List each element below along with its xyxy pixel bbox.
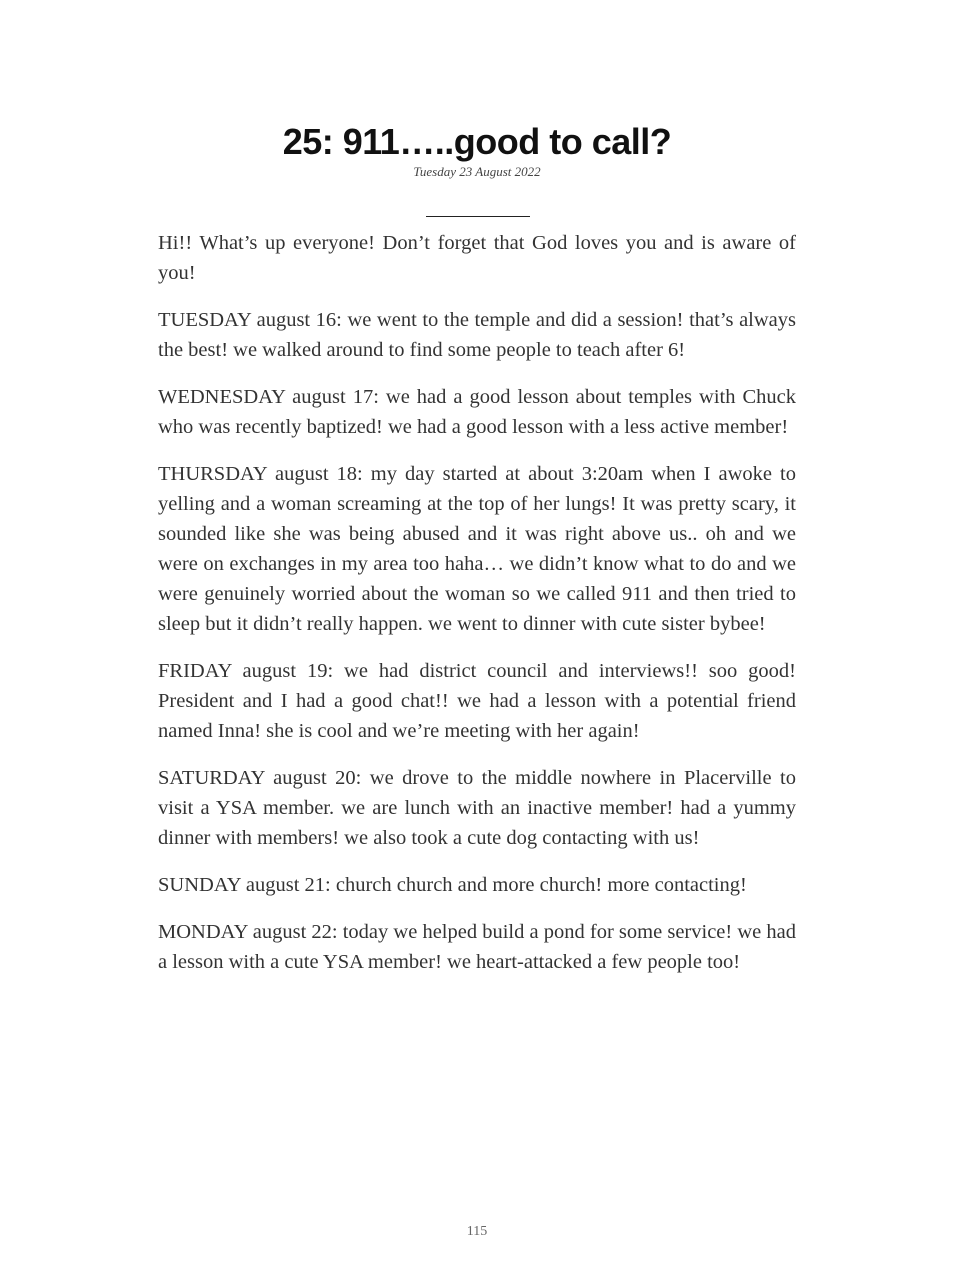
paragraph-monday: MONDAY august 22: today we helped build a pond for some service! we had a lesson with a cute YSA member! we heart-attacked a few people too!	[158, 921, 796, 973]
title-divider	[426, 216, 530, 217]
paragraph-tuesday: TUESDAY august 16: we went to the temple and did a session! that’s always the best! we walked around to find some people to teach after 6!	[158, 309, 796, 361]
chapter-title: 25: 911…..good to call?	[282, 121, 672, 162]
chapter-date: Tuesday 23 August 2022	[413, 164, 541, 179]
paragraph-thursday: THURSDAY august 18: my day started at about 3:20am when I awoke to yelling and a woman screaming at the top of her lungs! It was pretty scary, it sounded like she was being abused and it was right above us.. oh and we were on exchanges in my area too haha… we didn’t know what to do and we were genuinely worried about the woman so we called 911 and then tried to sleep but it didn’t really happen. we went to dinner with cute sister bybee!	[158, 463, 796, 635]
chapter-body	[158, 228, 796, 994]
paragraph-wednesday: WEDNESDAY august 17: we had a good lesson about temples with Chuck who was recently baptized! we had a good lesson with a less active member!	[158, 386, 796, 438]
paragraph-sunday: SUNDAY august 21: church church and more church! more contacting!	[158, 874, 747, 896]
page-number: 115	[466, 1224, 488, 1239]
paragraph-saturday: SATURDAY august 20: we drove to the middle nowhere in Placerville to visit a YSA member. we are lunch with an inactive member! had a yummy dinner with members! we also took a cute dog contacting with us!	[158, 767, 796, 849]
paragraph-friday: FRIDAY august 19: we had district council and interviews!! soo good! President and I had a good chat!! we had a lesson with a potential friend named Inna! she is cool and we’re meeting with her again!	[158, 660, 796, 742]
paragraph-greeting: Hi!! What’s up everyone! Don’t forget that God loves you and is aware of you!	[158, 232, 796, 284]
